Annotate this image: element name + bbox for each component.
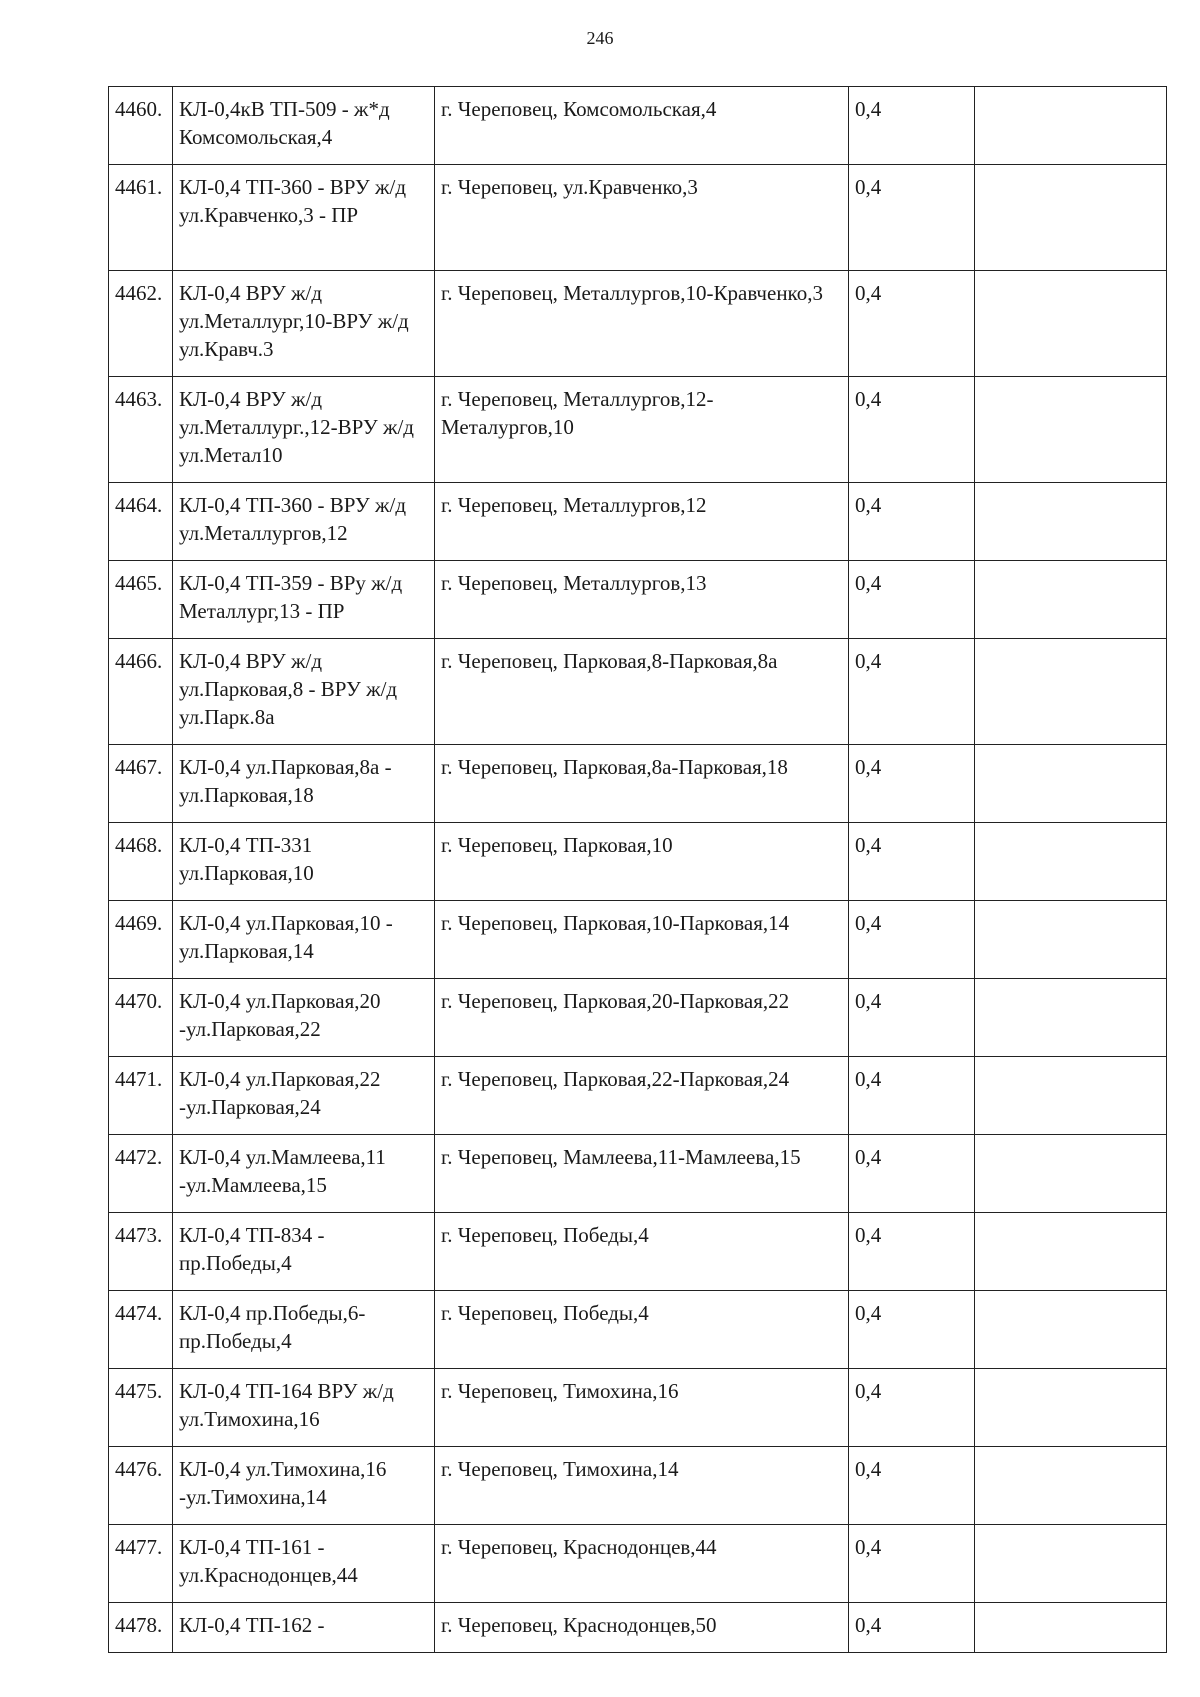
voltage-value: 0,4 (849, 1213, 975, 1291)
extra-cell (975, 823, 1167, 901)
cable-line-name: КЛ-0,4 ВРУ ж/д ул.Парковая,8 - ВРУ ж/д ул.Парк.8а (173, 639, 435, 745)
voltage-value: 0,4 (849, 1525, 975, 1603)
voltage-value: 0,4 (849, 1135, 975, 1213)
cable-line-name: КЛ-0,4 ВРУ ж/д ул.Металлург.,12-ВРУ ж/д ул.Метал10 (173, 377, 435, 483)
row-number: 4469. (109, 901, 173, 979)
voltage-value: 0,4 (849, 823, 975, 901)
row-number: 4470. (109, 979, 173, 1057)
location-address: г. Череповец, Металлургов,10-Кравченко,3 (435, 271, 849, 377)
row-number: 4460. (109, 87, 173, 165)
voltage-value: 0,4 (849, 271, 975, 377)
cable-line-name: КЛ-0,4кВ ТП-509 - ж*д Комсомольская,4 (173, 87, 435, 165)
extra-cell (975, 1603, 1167, 1653)
voltage-value: 0,4 (849, 561, 975, 639)
cable-line-name: КЛ-0,4 ул.Тимохина,16 -ул.Тимохина,14 (173, 1447, 435, 1525)
location-address: г. Череповец, Тимохина,16 (435, 1369, 849, 1447)
location-address: г. Череповец, Металлургов,12 (435, 483, 849, 561)
cable-line-name: КЛ-0,4 ул.Парковая,8а - ул.Парковая,18 (173, 745, 435, 823)
table-row (109, 1603, 1167, 1653)
cable-line-name: КЛ-0,4 пр.Победы,6-пр.Победы,4 (173, 1291, 435, 1369)
row-number: 4468. (109, 823, 173, 901)
table-row (109, 1291, 1167, 1369)
voltage-value: 0,4 (849, 639, 975, 745)
cable-line-name: КЛ-0,4 ТП-162 - (173, 1603, 435, 1653)
location-address: г. Череповец, Тимохина,14 (435, 1447, 849, 1525)
extra-cell (975, 1447, 1167, 1525)
extra-cell (975, 1291, 1167, 1369)
row-number: 4471. (109, 1057, 173, 1135)
voltage-value: 0,4 (849, 377, 975, 483)
location-address: г. Череповец, Металлургов,12-Металургов,10 (435, 377, 849, 483)
row-number: 4461. (109, 165, 173, 271)
extra-cell (975, 87, 1167, 165)
extra-cell (975, 1369, 1167, 1447)
extra-cell (975, 1135, 1167, 1213)
cable-line-name: КЛ-0,4 ТП-834 - пр.Победы,4 (173, 1213, 435, 1291)
registry-body (109, 87, 1167, 1653)
cable-line-name: КЛ-0,4 ул.Парковая,20 -ул.Парковая,22 (173, 979, 435, 1057)
location-address: г. Череповец, ул.Кравченко,3 (435, 165, 849, 271)
location-address: г. Череповец, Парковая,22-Парковая,24 (435, 1057, 849, 1135)
row-number: 4478. (109, 1603, 173, 1653)
voltage-value: 0,4 (849, 1291, 975, 1369)
voltage-value: 0,4 (849, 483, 975, 561)
table-row (109, 561, 1167, 639)
cable-line-name: КЛ-0,4 ул.Парковая,10 - ул.Парковая,14 (173, 901, 435, 979)
location-address: г. Череповец, Парковая,10 (435, 823, 849, 901)
location-address: г. Череповец, Победы,4 (435, 1291, 849, 1369)
location-address: г. Череповец, Краснодонцев,50 (435, 1603, 849, 1653)
table-row (109, 1447, 1167, 1525)
cable-line-name: КЛ-0,4 ул.Мамлеева,11 -ул.Мамлеева,15 (173, 1135, 435, 1213)
cable-line-name: КЛ-0,4 ТП-359 - ВРу ж/д Металлург,13 - ПР (173, 561, 435, 639)
table-row (109, 745, 1167, 823)
row-number: 4472. (109, 1135, 173, 1213)
cable-line-name: КЛ-0,4 ТП-360 - ВРУ ж/д ул.Кравченко,3 - ПР (173, 165, 435, 271)
row-number: 4466. (109, 639, 173, 745)
extra-cell (975, 1525, 1167, 1603)
location-address: г. Череповец, Мамлеева,11-Мамлеева,15 (435, 1135, 849, 1213)
location-address: г. Череповец, Парковая,20-Парковая,22 (435, 979, 849, 1057)
voltage-value: 0,4 (849, 165, 975, 271)
row-number: 4462. (109, 271, 173, 377)
extra-cell (975, 1057, 1167, 1135)
extra-cell (975, 377, 1167, 483)
table-row (109, 483, 1167, 561)
voltage-value: 0,4 (849, 1057, 975, 1135)
row-number: 4467. (109, 745, 173, 823)
row-number: 4474. (109, 1291, 173, 1369)
row-number: 4464. (109, 483, 173, 561)
row-number: 4473. (109, 1213, 173, 1291)
cable-line-name: КЛ-0,4 ТП-164 ВРУ ж/д ул.Тимохина,16 (173, 1369, 435, 1447)
location-address: г. Череповец, Победы,4 (435, 1213, 849, 1291)
row-number: 4477. (109, 1525, 173, 1603)
extra-cell (975, 271, 1167, 377)
cable-line-name: КЛ-0,4 ТП-331 ул.Парковая,10 (173, 823, 435, 901)
voltage-value: 0,4 (849, 87, 975, 165)
voltage-value: 0,4 (849, 979, 975, 1057)
extra-cell (975, 561, 1167, 639)
extra-cell (975, 901, 1167, 979)
location-address: г. Череповец, Парковая,10-Парковая,14 (435, 901, 849, 979)
voltage-value: 0,4 (849, 901, 975, 979)
table-row (109, 1057, 1167, 1135)
extra-cell (975, 639, 1167, 745)
table-row (109, 165, 1167, 271)
extra-cell (975, 483, 1167, 561)
row-number: 4476. (109, 1447, 173, 1525)
extra-cell (975, 1213, 1167, 1291)
table-row (109, 901, 1167, 979)
location-address: г. Череповец, Комсомольская,4 (435, 87, 849, 165)
table-row (109, 1525, 1167, 1603)
row-number: 4463. (109, 377, 173, 483)
voltage-value: 0,4 (849, 1369, 975, 1447)
location-address: г. Череповец, Металлургов,13 (435, 561, 849, 639)
table-row (109, 1135, 1167, 1213)
cable-line-name: КЛ-0,4 ТП-360 - ВРУ ж/д ул.Металлургов,12 (173, 483, 435, 561)
table-row (109, 979, 1167, 1057)
table-row (109, 87, 1167, 165)
location-address: г. Череповец, Парковая,8а-Парковая,18 (435, 745, 849, 823)
table-row (109, 823, 1167, 901)
extra-cell (975, 745, 1167, 823)
cable-line-name: КЛ-0,4 ул.Парковая,22 -ул.Парковая,24 (173, 1057, 435, 1135)
row-number: 4475. (109, 1369, 173, 1447)
row-number: 4465. (109, 561, 173, 639)
page-number: 246 (586, 28, 614, 48)
table-row (109, 639, 1167, 745)
table-row (109, 377, 1167, 483)
table-row (109, 1213, 1167, 1291)
table-row (109, 1369, 1167, 1447)
cable-line-name: КЛ-0,4 ВРУ ж/д ул.Металлург,10-ВРУ ж/д ул.Кравч.3 (173, 271, 435, 377)
cable-line-registry-table (108, 86, 1167, 1653)
cable-line-name: КЛ-0,4 ТП-161 - ул.Краснодонцев,44 (173, 1525, 435, 1603)
extra-cell (975, 979, 1167, 1057)
voltage-value: 0,4 (849, 745, 975, 823)
location-address: г. Череповец, Краснодонцев,44 (435, 1525, 849, 1603)
table-row (109, 271, 1167, 377)
voltage-value: 0,4 (849, 1603, 975, 1653)
location-address: г. Череповец, Парковая,8-Парковая,8а (435, 639, 849, 745)
extra-cell (975, 165, 1167, 271)
voltage-value: 0,4 (849, 1447, 975, 1525)
